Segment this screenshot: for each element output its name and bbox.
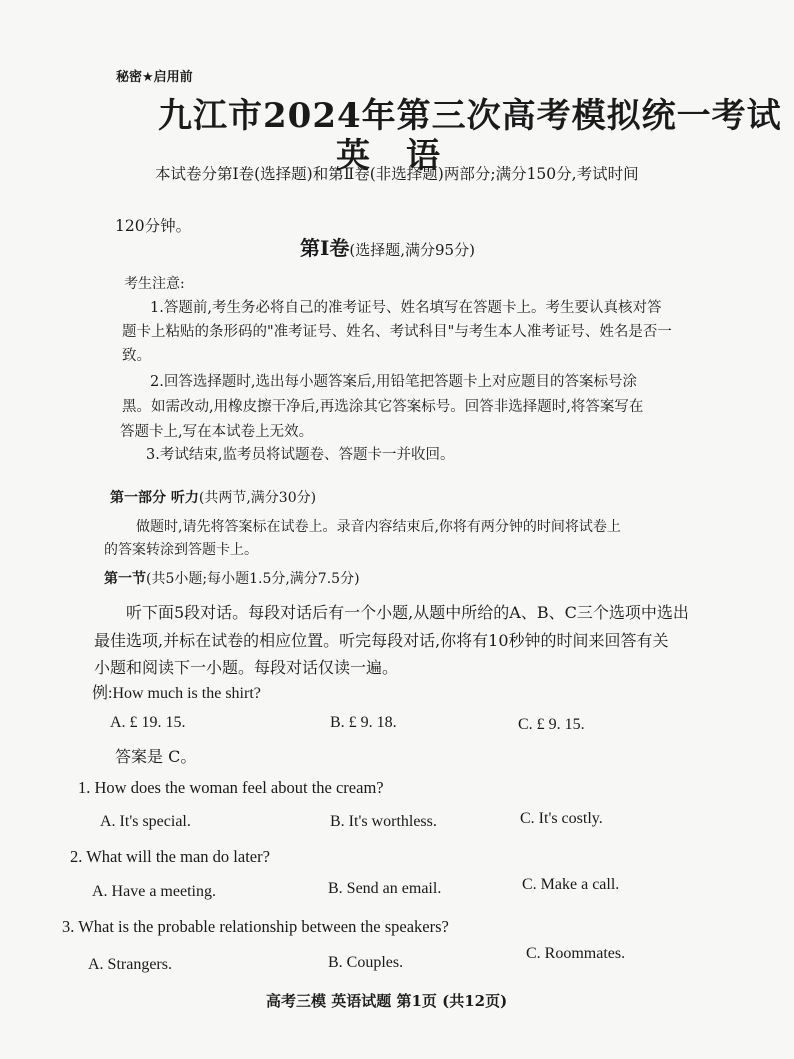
question-3-option-b: B. Couples. bbox=[328, 954, 404, 971]
example-question: 例:How much is the shirt? bbox=[92, 685, 261, 702]
intro-line-1: 本试卷分第Ⅰ卷(选择题)和第Ⅱ卷(非选择题)两部分;满分150分,考试时间 bbox=[155, 165, 639, 183]
question-3-option-a: A. Strangers. bbox=[88, 956, 172, 973]
section-1-instr-3: 小题和阅读下一小题。每段对话仅读一遍。 bbox=[94, 658, 399, 677]
section-1-note: (共5小题;每小题1.5分,满分7.5分) bbox=[146, 571, 360, 587]
exam-title: 九江市2024年第三次高考模拟统一考试 bbox=[158, 96, 782, 136]
volume-1-title: 第Ⅰ卷 bbox=[300, 236, 350, 260]
question-2-option-c: C. Make a call. bbox=[522, 876, 620, 893]
subject-char-1: 英 bbox=[336, 136, 370, 176]
volume-1-heading bbox=[300, 232, 475, 261]
question-1-option-a: A. It's special. bbox=[100, 813, 191, 830]
question-1-option-c: C. It's costly. bbox=[520, 810, 603, 827]
notice-line-2: 题卡上粘贴的条形码的"准考证号、姓名、考试科目"与考生本人准考证号、姓名是否一 bbox=[122, 324, 672, 340]
notice-line-7: 3.考试结束,监考员将试题卷、答题卡一并收回。 bbox=[146, 447, 455, 463]
notices-heading: 考生注意: bbox=[124, 276, 185, 292]
section-1-instr-1: 听下面5段对话。每段对话后有一个小题,从题中所给的A、B、C三个选项中选出 bbox=[126, 603, 689, 622]
listening-title: 第一部分 听力 bbox=[110, 490, 199, 506]
intro-line-2: 120分钟。 bbox=[115, 217, 192, 235]
question-2-option-a: A. Have a meeting. bbox=[92, 883, 216, 900]
listening-desc-1: 做题时,请先将答案标在试卷上。录音内容结束后,你将有两分钟的时间将试卷上 bbox=[136, 519, 621, 535]
page-footer: 高考三模 英语试题 第1页 (共12页) bbox=[266, 992, 508, 1010]
question-1-option-b: B. It's worthless. bbox=[330, 813, 437, 830]
example-answer: 答案是 C。 bbox=[115, 747, 197, 766]
section-1-instr-2: 最佳选项,并标在试卷的相应位置。听完每段对话,你将有10秒钟的时间来回答有关 bbox=[94, 631, 669, 650]
notice-line-3: 致。 bbox=[122, 348, 151, 364]
volume-1-note: (选择题,满分95分) bbox=[349, 241, 475, 259]
example-option-b: B. £ 9. 18. bbox=[330, 714, 397, 731]
subject-char-2: 语 bbox=[406, 136, 440, 176]
question-2-option-b: B. Send an email. bbox=[328, 880, 442, 897]
notice-line-1: 1.答题前,考生务必将自己的准考证号、姓名填写在答题卡上。考生要认真核对答 bbox=[150, 300, 662, 316]
confidential-label: 秘密★启用前 bbox=[116, 70, 193, 85]
question-1: 1. How does the woman feel about the cream? bbox=[78, 778, 384, 797]
example-option-c: C. £ 9. 15. bbox=[518, 716, 585, 733]
example-option-a: A. £ 19. 15. bbox=[110, 714, 186, 731]
question-2: 2. What will the man do later? bbox=[70, 847, 270, 866]
notice-line-5: 黑。如需改动,用橡皮擦干净后,再选涂其它答案标号。回答非选择题时,将答案写在 bbox=[122, 399, 644, 415]
question-3: 3. What is the probable relationship between the speakers? bbox=[62, 917, 449, 936]
listening-desc-2: 的答案转涂到答题卡上。 bbox=[104, 542, 258, 558]
section-1-heading bbox=[104, 568, 360, 588]
question-3-option-c: C. Roommates. bbox=[526, 945, 626, 962]
notice-line-4: 2.回答选择题时,选出每小题答案后,用铅笔把答题卡上对应题目的答案标号涂 bbox=[150, 374, 638, 390]
section-1-title: 第一节 bbox=[104, 571, 146, 587]
notice-line-6: 答题卡上,写在本试卷上无效。 bbox=[120, 424, 314, 440]
listening-heading bbox=[110, 487, 316, 507]
listening-note: (共两节,满分30分) bbox=[198, 490, 317, 506]
